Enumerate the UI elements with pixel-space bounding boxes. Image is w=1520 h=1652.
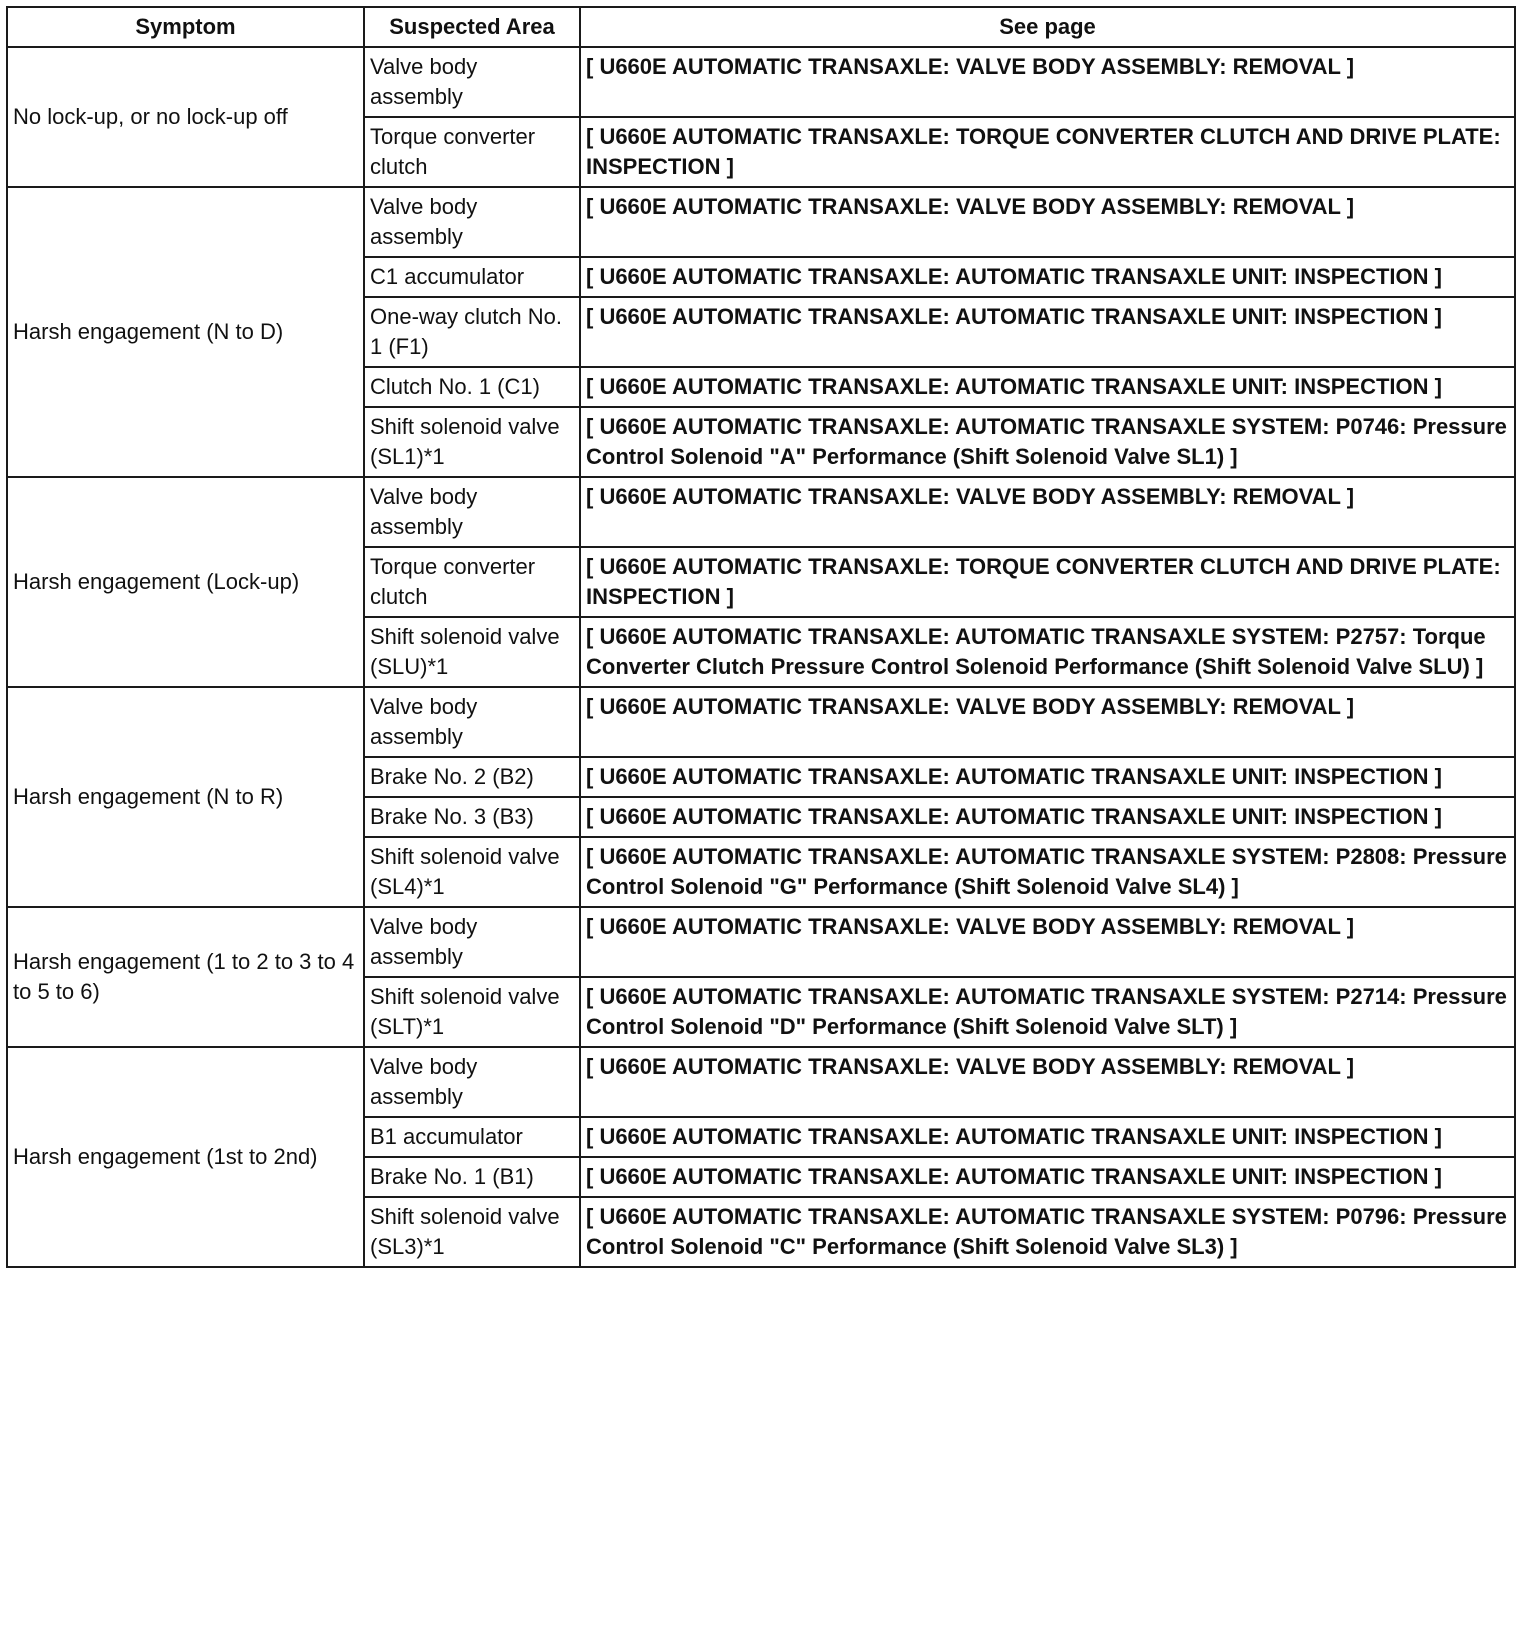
- suspected-area-cell: Brake No. 1 (B1): [364, 1157, 580, 1197]
- suspected-area-cell: Shift solenoid valve (SL3)*1: [364, 1197, 580, 1267]
- suspected-area-cell: Valve body assembly: [364, 1047, 580, 1117]
- suspected-area-cell: Torque converter clutch: [364, 117, 580, 187]
- header-symptom: Symptom: [7, 7, 364, 47]
- table-row: [7, 687, 1515, 757]
- suspected-area-cell: Shift solenoid valve (SLT)*1: [364, 977, 580, 1047]
- suspected-area-cell: One-way clutch No. 1 (F1): [364, 297, 580, 367]
- see-page-link[interactable]: [ U660E AUTOMATIC TRANSAXLE: AUTOMATIC TRANSAXLE UNIT: INSPECTION ]: [580, 257, 1515, 297]
- symptom-cell: Harsh engagement (1 to 2 to 3 to 4 to 5 to 6): [7, 907, 364, 1047]
- see-page-link[interactable]: [ U660E AUTOMATIC TRANSAXLE: TORQUE CONVERTER CLUTCH AND DRIVE PLATE: INSPECTION ]: [580, 547, 1515, 617]
- header-row: [7, 7, 1515, 47]
- suspected-area-cell: Clutch No. 1 (C1): [364, 367, 580, 407]
- table-body: [7, 47, 1515, 1267]
- suspected-area-cell: Valve body assembly: [364, 907, 580, 977]
- see-page-link[interactable]: [ U660E AUTOMATIC TRANSAXLE: VALVE BODY ASSEMBLY: REMOVAL ]: [580, 1047, 1515, 1117]
- suspected-area-cell: Valve body assembly: [364, 687, 580, 757]
- header-suspected-area: Suspected Area: [364, 7, 580, 47]
- table-row: [7, 477, 1515, 547]
- symptom-cell: Harsh engagement (Lock-up): [7, 477, 364, 687]
- table-row: [7, 907, 1515, 977]
- suspected-area-cell: B1 accumulator: [364, 1117, 580, 1157]
- see-page-link[interactable]: [ U660E AUTOMATIC TRANSAXLE: TORQUE CONVERTER CLUTCH AND DRIVE PLATE: INSPECTION ]: [580, 117, 1515, 187]
- suspected-area-cell: Valve body assembly: [364, 187, 580, 257]
- suspected-area-cell: Shift solenoid valve (SL1)*1: [364, 407, 580, 477]
- see-page-link[interactable]: [ U660E AUTOMATIC TRANSAXLE: AUTOMATIC TRANSAXLE SYSTEM: P0746: Pressure Control Solenoid "A" Performance (Shift Solenoid Valve SL1) ]: [580, 407, 1515, 477]
- see-page-link[interactable]: [ U660E AUTOMATIC TRANSAXLE: AUTOMATIC TRANSAXLE UNIT: INSPECTION ]: [580, 1157, 1515, 1197]
- see-page-link[interactable]: [ U660E AUTOMATIC TRANSAXLE: AUTOMATIC TRANSAXLE SYSTEM: P2757: Torque Converter Clutch Pressure Control Solenoid Performance (Shift Solenoid Valve SLU) ]: [580, 617, 1515, 687]
- see-page-link[interactable]: [ U660E AUTOMATIC TRANSAXLE: VALVE BODY ASSEMBLY: REMOVAL ]: [580, 477, 1515, 547]
- table-row: [7, 1047, 1515, 1117]
- see-page-link[interactable]: [ U660E AUTOMATIC TRANSAXLE: AUTOMATIC TRANSAXLE UNIT: INSPECTION ]: [580, 797, 1515, 837]
- table-header: [7, 7, 1515, 47]
- symptom-cell: No lock-up, or no lock-up off: [7, 47, 364, 187]
- see-page-link[interactable]: [ U660E AUTOMATIC TRANSAXLE: AUTOMATIC TRANSAXLE SYSTEM: P0796: Pressure Control Solenoid "C" Performance (Shift Solenoid Valve SL3) ]: [580, 1197, 1515, 1267]
- suspected-area-cell: Shift solenoid valve (SL4)*1: [364, 837, 580, 907]
- suspected-area-cell: Torque converter clutch: [364, 547, 580, 617]
- suspected-area-cell: Valve body assembly: [364, 47, 580, 117]
- suspected-area-cell: C1 accumulator: [364, 257, 580, 297]
- see-page-link[interactable]: [ U660E AUTOMATIC TRANSAXLE: AUTOMATIC TRANSAXLE SYSTEM: P2808: Pressure Control Solenoid "G" Performance (Shift Solenoid Valve SL4) ]: [580, 837, 1515, 907]
- diagnosis-table: [6, 6, 1516, 1268]
- see-page-link[interactable]: [ U660E AUTOMATIC TRANSAXLE: AUTOMATIC TRANSAXLE SYSTEM: P2714: Pressure Control Solenoid "D" Performance (Shift Solenoid Valve SLT) ]: [580, 977, 1515, 1047]
- suspected-area-cell: Valve body assembly: [364, 477, 580, 547]
- table-row: [7, 47, 1515, 117]
- table-row: [7, 187, 1515, 257]
- see-page-link[interactable]: [ U660E AUTOMATIC TRANSAXLE: AUTOMATIC TRANSAXLE UNIT: INSPECTION ]: [580, 297, 1515, 367]
- suspected-area-cell: Shift solenoid valve (SLU)*1: [364, 617, 580, 687]
- see-page-link[interactable]: [ U660E AUTOMATIC TRANSAXLE: VALVE BODY ASSEMBLY: REMOVAL ]: [580, 687, 1515, 757]
- symptom-cell: Harsh engagement (N to R): [7, 687, 364, 907]
- header-see-page: See page: [580, 7, 1515, 47]
- suspected-area-cell: Brake No. 3 (B3): [364, 797, 580, 837]
- suspected-area-cell: Brake No. 2 (B2): [364, 757, 580, 797]
- see-page-link[interactable]: [ U660E AUTOMATIC TRANSAXLE: AUTOMATIC TRANSAXLE UNIT: INSPECTION ]: [580, 757, 1515, 797]
- symptom-cell: Harsh engagement (N to D): [7, 187, 364, 477]
- see-page-link[interactable]: [ U660E AUTOMATIC TRANSAXLE: VALVE BODY ASSEMBLY: REMOVAL ]: [580, 187, 1515, 257]
- see-page-link[interactable]: [ U660E AUTOMATIC TRANSAXLE: VALVE BODY ASSEMBLY: REMOVAL ]: [580, 907, 1515, 977]
- see-page-link[interactable]: [ U660E AUTOMATIC TRANSAXLE: AUTOMATIC TRANSAXLE UNIT: INSPECTION ]: [580, 1117, 1515, 1157]
- see-page-link[interactable]: [ U660E AUTOMATIC TRANSAXLE: VALVE BODY ASSEMBLY: REMOVAL ]: [580, 47, 1515, 117]
- see-page-link[interactable]: [ U660E AUTOMATIC TRANSAXLE: AUTOMATIC TRANSAXLE UNIT: INSPECTION ]: [580, 367, 1515, 407]
- symptom-cell: Harsh engagement (1st to 2nd): [7, 1047, 364, 1267]
